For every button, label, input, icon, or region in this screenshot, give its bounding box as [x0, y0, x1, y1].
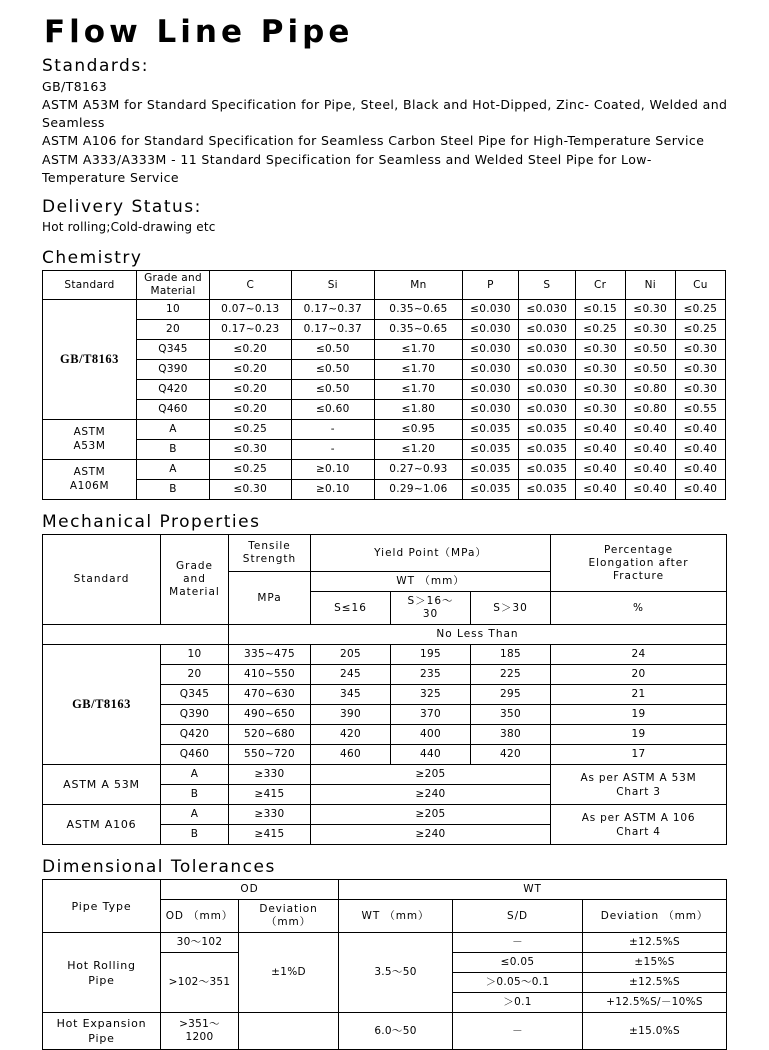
standards-line-4: ASTM A333/A333M - 11 Standard Specification for Seamless and Welded Steel Pipe for Low-Temperature Service [42, 151, 652, 185]
section-heading-dimensional: Dimensional Tolerances [42, 857, 276, 878]
od-value: 30～102 [161, 933, 239, 953]
grade: A [161, 765, 229, 785]
section-heading-delivery: Delivery Status: [42, 196, 202, 217]
table-row [43, 805, 727, 825]
value-mn: ≤1.70 [375, 340, 463, 360]
value-cr: ≤0.40 [575, 440, 625, 460]
chem-standard-gb: GB/T8163 [43, 300, 137, 420]
tensile: ≥330 [229, 765, 311, 785]
yield-le16: 420 [311, 725, 391, 745]
elongation: 19 [551, 725, 727, 745]
value-s: ≤0.030 [519, 320, 575, 340]
value-si: 0.17~0.37 [291, 320, 375, 340]
value-cu: ≤0.55 [675, 400, 725, 420]
grade: A [136, 460, 209, 480]
unit-percent: % [551, 592, 727, 625]
col-elongation: Percentage Elongation after Fracture [551, 535, 727, 592]
od-value: >351～ 1200 [161, 1013, 239, 1050]
value-cr: ≤0.40 [575, 420, 625, 440]
value-p: ≤0.030 [462, 300, 518, 320]
wt-value: 6.0～50 [339, 1013, 453, 1050]
col-wt: WT （mm） [311, 572, 551, 592]
col-pipe-type: Pipe Type [43, 880, 161, 933]
wt-deviation: ±12.5%S [583, 973, 727, 993]
value-s: ≤0.035 [519, 440, 575, 460]
yield-16-30: 235 [391, 665, 471, 685]
grade: 10 [136, 300, 209, 320]
value-c: ≤0.25 [210, 420, 291, 440]
col-p: P [462, 271, 518, 300]
value-mn: 0.35~0.65 [375, 320, 463, 340]
unit-mpa: MPa [229, 572, 311, 625]
value-si: ≤0.50 [291, 340, 375, 360]
value-p: ≤0.035 [462, 440, 518, 460]
value-c: 0.17~0.23 [210, 320, 291, 340]
value-p: ≤0.030 [462, 360, 518, 380]
value-cu: ≤0.40 [675, 480, 725, 500]
standard-line-1: ASTM [73, 426, 106, 439]
wt-deviation: ±15.0%S [583, 1013, 727, 1050]
tensile: 520~680 [229, 725, 311, 745]
col-tensile-strength: Tensile Strength [229, 535, 311, 572]
table-subheader-row [43, 625, 727, 645]
value-ni: ≤0.40 [625, 480, 675, 500]
value-s: ≤0.030 [519, 400, 575, 420]
value-ni: ≤0.40 [625, 420, 675, 440]
value-cu: ≤0.30 [675, 360, 725, 380]
tensile: ≥330 [229, 805, 311, 825]
value-cu: ≤0.40 [675, 440, 725, 460]
value-ni: ≤0.30 [625, 300, 675, 320]
tensile: 335~475 [229, 645, 311, 665]
col-od-deviation: Deviation （mm） [239, 900, 339, 933]
pipe-type-hot-rolling [43, 933, 161, 1013]
yield-all: ≥240 [311, 785, 551, 805]
elongation: 19 [551, 705, 727, 725]
grade: A [136, 420, 209, 440]
grade: B [136, 480, 209, 500]
tensile: ≥415 [229, 825, 311, 845]
value-si: ≤0.60 [291, 400, 375, 420]
value-ni: ≤0.30 [625, 320, 675, 340]
od-value: >102～351 [161, 953, 239, 1013]
note-line-2: Chart 4 [616, 825, 661, 838]
document-page [0, 14, 769, 1046]
value-si: ≤0.50 [291, 380, 375, 400]
grade: Q390 [136, 360, 209, 380]
col-standard: Standard [43, 535, 161, 625]
page-title: Flow Line Pipe [44, 14, 354, 50]
col-wt-deviation: Deviation （mm） [583, 900, 727, 933]
note-line-1: As per ASTM A 53M [580, 771, 697, 784]
table-header-row [43, 271, 726, 300]
value-si: - [291, 420, 375, 440]
value-c: ≤0.30 [210, 440, 291, 460]
pipe-type-line-2: Pipe [88, 973, 115, 987]
table-header-row [43, 535, 727, 572]
grade: A [161, 805, 229, 825]
yield-all: ≥240 [311, 825, 551, 845]
sd-value: ≤0.05 [453, 953, 583, 973]
value-s: ≤0.030 [519, 360, 575, 380]
standards-line-2: ASTM A53M for Standard Specification for Pipe, Steel, Black and Hot-Dipped, Zinc- Coated, Welded and Seamless [42, 97, 728, 131]
value-ni: ≤0.50 [625, 340, 675, 360]
table-row [43, 400, 726, 420]
value-mn: 0.29~1.06 [375, 480, 463, 500]
yield-le16: 245 [311, 665, 391, 685]
grade: Q460 [136, 400, 209, 420]
wt-deviation: +12.5%S/－10%S [583, 993, 727, 1013]
tensile: 470~630 [229, 685, 311, 705]
value-c: ≤0.30 [210, 480, 291, 500]
mech-standard-a53m: ASTM A 53M [43, 765, 161, 805]
yield-16-30: 440 [391, 745, 471, 765]
yield-le16: 390 [311, 705, 391, 725]
table-row [43, 480, 726, 500]
table-header-row [43, 880, 727, 900]
yield-le16: 345 [311, 685, 391, 705]
tensile: 550~720 [229, 745, 311, 765]
col-mn: Mn [375, 271, 463, 300]
mech-standard-a106: ASTM A106 [43, 805, 161, 845]
col-si: Si [291, 271, 375, 300]
value-p: ≤0.030 [462, 340, 518, 360]
value-ni: ≤0.50 [625, 360, 675, 380]
col-od: OD （mm） [161, 900, 239, 933]
grade: B [161, 825, 229, 845]
value-p: ≤0.030 [462, 400, 518, 420]
table-row [43, 340, 726, 360]
value-p: ≤0.035 [462, 480, 518, 500]
value-s: ≤0.030 [519, 300, 575, 320]
col-wt-le16: S≤16 [311, 592, 391, 625]
pipe-type-line-1: Hot Expansion [56, 1017, 147, 1030]
value-p: ≤0.035 [462, 460, 518, 480]
value-c: ≤0.20 [210, 380, 291, 400]
value-cr: ≤0.30 [575, 340, 625, 360]
od-deviation: ±1%D [239, 933, 339, 1013]
col-group-wt: WT [339, 880, 727, 900]
value-mn: ≤1.70 [375, 380, 463, 400]
value-s: ≤0.030 [519, 380, 575, 400]
value-s: ≤0.030 [519, 340, 575, 360]
standards-line-3: ASTM A106 for Standard Specification for Seamless Carbon Steel Pipe for High-Temperature Service [42, 133, 705, 149]
value-si: ≥0.10 [291, 460, 375, 480]
value-ni: ≤0.80 [625, 380, 675, 400]
sd-value: － [453, 1013, 583, 1050]
note-line-2: Chart 3 [616, 785, 661, 798]
tensile: 410~550 [229, 665, 311, 685]
grade: B [161, 785, 229, 805]
value-cu: ≤0.25 [675, 320, 725, 340]
elongation: 17 [551, 745, 727, 765]
grade: Q460 [161, 745, 229, 765]
table-row [43, 645, 727, 665]
col-ni: Ni [625, 271, 675, 300]
value-s: ≤0.035 [519, 480, 575, 500]
wt-deviation: ±15%S [583, 953, 727, 973]
mech-note-a53m [551, 765, 727, 805]
col-grade-material: Grade and Material [161, 535, 229, 625]
pipe-type-hot-expansion [43, 1013, 161, 1050]
value-s: ≤0.035 [519, 460, 575, 480]
value-ni: ≤0.40 [625, 460, 675, 480]
col-sd: S/D [453, 900, 583, 933]
elongation: 20 [551, 665, 727, 685]
value-c: ≤0.25 [210, 460, 291, 480]
section-heading-chemistry: Chemistry [42, 248, 143, 269]
value-si: - [291, 440, 375, 460]
value-c: ≤0.20 [210, 340, 291, 360]
value-cr: ≤0.40 [575, 460, 625, 480]
table-row [43, 420, 726, 440]
value-cu: ≤0.25 [675, 300, 725, 320]
table-row [43, 320, 726, 340]
value-cr: ≤0.40 [575, 480, 625, 500]
chem-standard-a106m [43, 460, 137, 500]
col-yield-point: Yield Point（MPa） [311, 535, 551, 572]
value-p: ≤0.030 [462, 320, 518, 340]
table-row [43, 933, 727, 953]
table-row [43, 300, 726, 320]
table-row [43, 440, 726, 460]
value-cu: ≤0.40 [675, 460, 725, 480]
grade: Q420 [161, 725, 229, 745]
yield-all: ≥205 [311, 765, 551, 785]
col-c: C [210, 271, 291, 300]
standards-line-1: GB/T8163 [42, 79, 108, 94]
col-s: S [519, 271, 575, 300]
standard-line-2: A106M [69, 479, 110, 492]
value-cu: ≤0.40 [675, 420, 725, 440]
value-cr: ≤0.15 [575, 300, 625, 320]
value-mn: 0.27~0.93 [375, 460, 463, 480]
table-row [43, 380, 726, 400]
yield-gt30: 185 [471, 645, 551, 665]
grade: 20 [161, 665, 229, 685]
grade: 20 [136, 320, 209, 340]
standard-line-1: ASTM [73, 466, 106, 479]
pipe-type-line-1: Hot Rolling [67, 958, 136, 972]
value-p: ≤0.035 [462, 420, 518, 440]
wt-value: 3.5～50 [339, 933, 453, 1013]
sd-value: ＞0.05～0.1 [453, 973, 583, 993]
col-cu: Cu [675, 271, 725, 300]
note-line-1: As per ASTM A 106 [581, 811, 696, 824]
sd-value: ＞0.1 [453, 993, 583, 1013]
yield-16-30: 195 [391, 645, 471, 665]
yield-gt30: 380 [471, 725, 551, 745]
col-group-od: OD [161, 880, 339, 900]
section-heading-mechanical: Mechanical Properties [42, 512, 261, 533]
table-row [43, 460, 726, 480]
col-wt: WT （mm） [339, 900, 453, 933]
grade: B [136, 440, 209, 460]
grade: Q345 [136, 340, 209, 360]
value-p: ≤0.030 [462, 380, 518, 400]
col-standard: Standard [43, 271, 137, 300]
grade: Q390 [161, 705, 229, 725]
grade: 10 [161, 645, 229, 665]
value-cr: ≤0.30 [575, 360, 625, 380]
chemistry-table [42, 270, 726, 500]
value-mn: ≤1.20 [375, 440, 463, 460]
value-si: ≤0.50 [291, 360, 375, 380]
value-cu: ≤0.30 [675, 340, 725, 360]
yield-le16: 205 [311, 645, 391, 665]
od-deviation [239, 1013, 339, 1050]
value-si: ≥0.10 [291, 480, 375, 500]
mech-standard-gb: GB/T8163 [43, 645, 161, 765]
value-mn: ≤0.95 [375, 420, 463, 440]
value-c: ≤0.20 [210, 400, 291, 420]
sd-value: － [453, 933, 583, 953]
value-c: 0.07~0.13 [210, 300, 291, 320]
delivery-status-text: Hot rolling;Cold-drawing etc [42, 219, 216, 234]
yield-gt30: 295 [471, 685, 551, 705]
value-mn: 0.35~0.65 [375, 300, 463, 320]
elongation: 24 [551, 645, 727, 665]
elongation: 21 [551, 685, 727, 705]
value-si: 0.17~0.37 [291, 300, 375, 320]
value-mn: ≤1.80 [375, 400, 463, 420]
value-cr: ≤0.30 [575, 380, 625, 400]
col-wt-gt30: S＞30 [471, 592, 551, 625]
section-heading-standards: Standards: [42, 56, 149, 76]
yield-gt30: 225 [471, 665, 551, 685]
value-mn: ≤1.70 [375, 360, 463, 380]
col-cr: Cr [575, 271, 625, 300]
value-ni: ≤0.80 [625, 400, 675, 420]
value-cu: ≤0.30 [675, 380, 725, 400]
chem-standard-a53m [43, 420, 137, 460]
col-grade-material: Grade and Material [136, 271, 209, 300]
col-wt-16-30: S＞16～ 30 [391, 592, 471, 625]
mech-note-a106 [551, 805, 727, 845]
grade: Q420 [136, 380, 209, 400]
yield-le16: 460 [311, 745, 391, 765]
no-less-than-label: No Less Than [229, 625, 727, 645]
yield-16-30: 400 [391, 725, 471, 745]
wt-deviation: ±12.5%S [583, 933, 727, 953]
value-ni: ≤0.40 [625, 440, 675, 460]
pipe-type-line-2: Pipe [88, 1032, 115, 1046]
grade: Q345 [161, 685, 229, 705]
table-row [43, 360, 726, 380]
mechanical-properties-table [42, 534, 727, 845]
yield-16-30: 370 [391, 705, 471, 725]
yield-16-30: 325 [391, 685, 471, 705]
value-cr: ≤0.25 [575, 320, 625, 340]
dimensional-tolerances-table [42, 879, 727, 1050]
value-s: ≤0.035 [519, 420, 575, 440]
table-row [43, 1013, 727, 1050]
value-cr: ≤0.30 [575, 400, 625, 420]
yield-gt30: 420 [471, 745, 551, 765]
table-row [43, 765, 727, 785]
tensile: 490~650 [229, 705, 311, 725]
yield-all: ≥205 [311, 805, 551, 825]
value-c: ≤0.20 [210, 360, 291, 380]
standard-line-2: A53M [73, 439, 106, 452]
yield-gt30: 350 [471, 705, 551, 725]
tensile: ≥415 [229, 785, 311, 805]
